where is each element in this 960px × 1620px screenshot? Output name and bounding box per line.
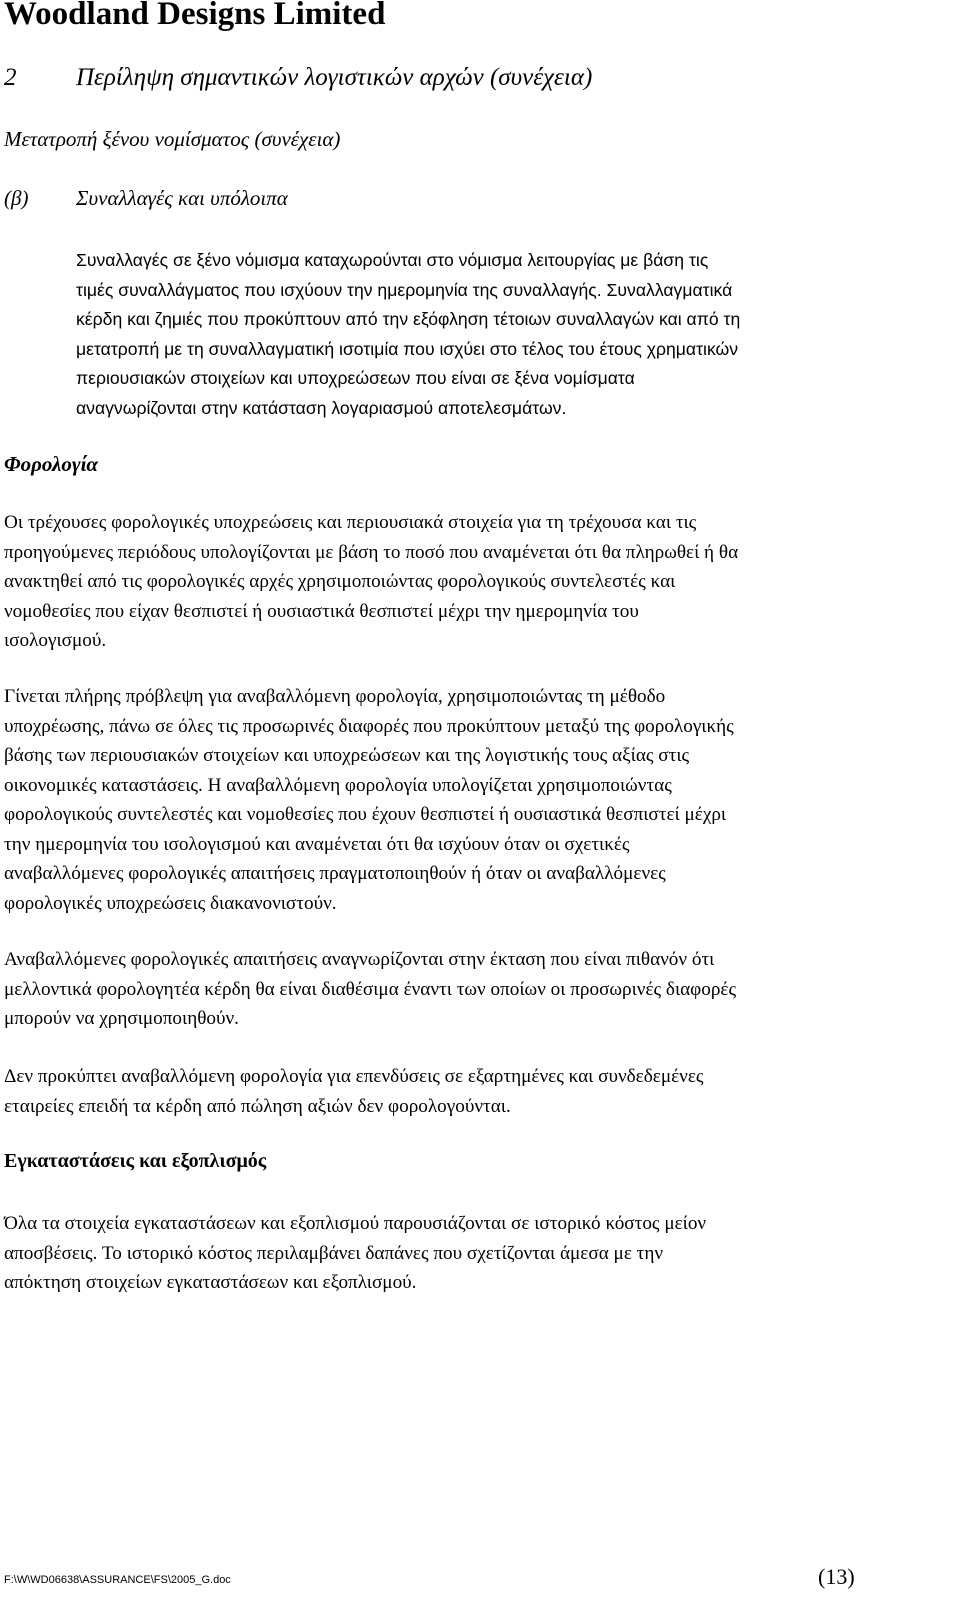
paragraph-line: φορολογικές υποχρεώσεις διακανονιστούν. <box>4 892 337 914</box>
paragraph-line: μπορούν να χρησιμοποιηθούν. <box>4 1008 239 1029</box>
item-label: (β) <box>4 186 29 210</box>
paragraph-line: μελλοντικά φορολογητέα κέρδη θα είναι διαθέσιμα έναντι των οποίων οι προσωρινές διαφορές <box>4 978 737 1000</box>
paragraph-line: αποσβέσεις. Το ιστορικό κόστος περιλαμβάνει δαπάνες που σχετίζονται άμεσα με την <box>4 1242 664 1264</box>
ppe-paragraph <box>4 1209 706 1298</box>
section-number: 2 <box>4 64 17 91</box>
paragraph-line: προηγούμενες περιόδους υπολογίζονται με βάση το ποσό που αναμένεται ότι θα πληρωθεί ή θα <box>4 541 739 563</box>
paragraph-line: νομοθεσίες που είχαν θεσπιστεί ή ουσιαστικά θεσπιστεί μέχρι την ημερομηνία του <box>4 600 639 622</box>
paragraph-line: Δεν προκύπτει αναβαλλόμενη φορολογία για επενδύσεις σε εξαρτημένες και συνδεδεμένες <box>4 1066 704 1087</box>
paragraph-line: υποχρέωσης, πάνω σε όλες τις προσωρινές διαφορές που προκύπτουν μεταξύ της φορολογικής <box>4 715 734 737</box>
paragraph-line: τιμές συναλλάγματος που ισχύουν την ημερομηνία της συναλλαγής. Συναλλαγματικά <box>76 279 733 300</box>
footer-file-path: F:\W\WD06638\ASSURANCE\FS\2005_G.doc <box>4 1574 231 1586</box>
paragraph-line: ανακτηθεί από τις φορολογικές αρχές χρησιμοποιώντας φορολογικούς συντελεστές και <box>4 571 676 592</box>
taxation-paragraph-2 <box>4 682 734 918</box>
foreign-currency-subheading: Μετατροπή ξένου νομίσματος (συνέχεια) <box>4 127 341 151</box>
paragraph-line: περιουσιακών στοιχείων και υποχρεώσεων που είναι σε ξένα νομίσματα <box>76 368 635 388</box>
paragraph-line: αναγνωρίζονται στην κατάσταση λογαριασμού αποτελεσμάτων. <box>76 397 567 418</box>
paragraph-line: Οι τρέχουσες φορολογικές υποχρεώσεις και περιουσιακά στοιχεία για τη τρέχουσα και τις <box>4 512 697 533</box>
ppe-heading: Εγκαταστάσεις και εξοπλισμός <box>4 1150 267 1172</box>
page-number: (13) <box>818 1564 855 1589</box>
paragraph-line: Αναβαλλόμενες φορολογικές απαιτήσεις αναγνωρίζονται στην έκταση που είναι πιθανόν ότι <box>4 949 715 970</box>
paragraph-line: μετατροπή με τη συναλλαγματική ισοτιμία που ισχύει στο τέλος του έτους χρηματικών <box>76 338 739 359</box>
paragraph-line: οικονομικές καταστάσεις. Η αναβαλλόμενη φορολογία υπολογίζεται χρησιμοποιώντας <box>4 774 672 796</box>
item-title: Συναλλαγές και υπόλοιπα <box>76 186 288 210</box>
taxation-heading: Φορολογία <box>4 452 99 476</box>
paragraph-line: ισολογισμού. <box>4 630 107 651</box>
paragraph-line: βάσης των περιουσιακών στοιχείων και υποχρεώσεων και της λογιστικής τους αξίας στις <box>4 745 690 766</box>
paragraph-line: Όλα τα στοιχεία εγκαταστάσεων και εξοπλισμού παρουσιάζονται σε ιστορικό κόστος μείον <box>4 1213 707 1234</box>
paragraph-line: την ημερομηνία του ισολογισμού και αναμένεται ότι θα ισχύουν όταν οι σχετικές <box>4 833 630 855</box>
paragraph-line: Συναλλαγές σε ξένο νόμισμα καταχωρούνται στο νόμισμα λειτουργίας με βάση τις <box>76 250 709 270</box>
taxation-paragraph-3 <box>4 945 736 1034</box>
taxation-paragraph-1 <box>4 508 738 656</box>
paragraph-line: φορολογικούς συντελεστές και νομοθεσίες που έχουν θεσπιστεί ή ουσιαστικά θεσπιστεί μέχρι <box>4 804 727 825</box>
company-name: Woodland Designs Limited <box>4 0 386 32</box>
paragraph-line: απόκτηση στοιχείων εγκαταστάσεων και εξοπλισμού. <box>4 1272 417 1293</box>
paragraph-line: αναβαλλόμενες φορολογικές απαιτήσεις πραγματοποιηθούν ή όταν οι αναβαλλόμενες <box>4 863 666 884</box>
paragraph-line: Γίνεται πλήρης πρόβλεψη για αναβαλλόμενη φορολογία, χρησιμοποιώντας τη μέθοδο <box>4 686 666 707</box>
paragraph-line: κέρδη και ζημιές που προκύπτουν από την εξόφληση τέτοιων συναλλαγών και από τη <box>76 309 741 329</box>
section-title: Περίληψη σημαντικών λογιστικών αρχών (συνέχεια) <box>76 64 593 91</box>
taxation-paragraph-4 <box>4 1062 704 1121</box>
foreign-currency-paragraph <box>76 246 740 423</box>
paragraph-line: εταιρείες επειδή τα κέρδη από πώληση αξιών δεν φορολογούνται. <box>4 1095 511 1117</box>
